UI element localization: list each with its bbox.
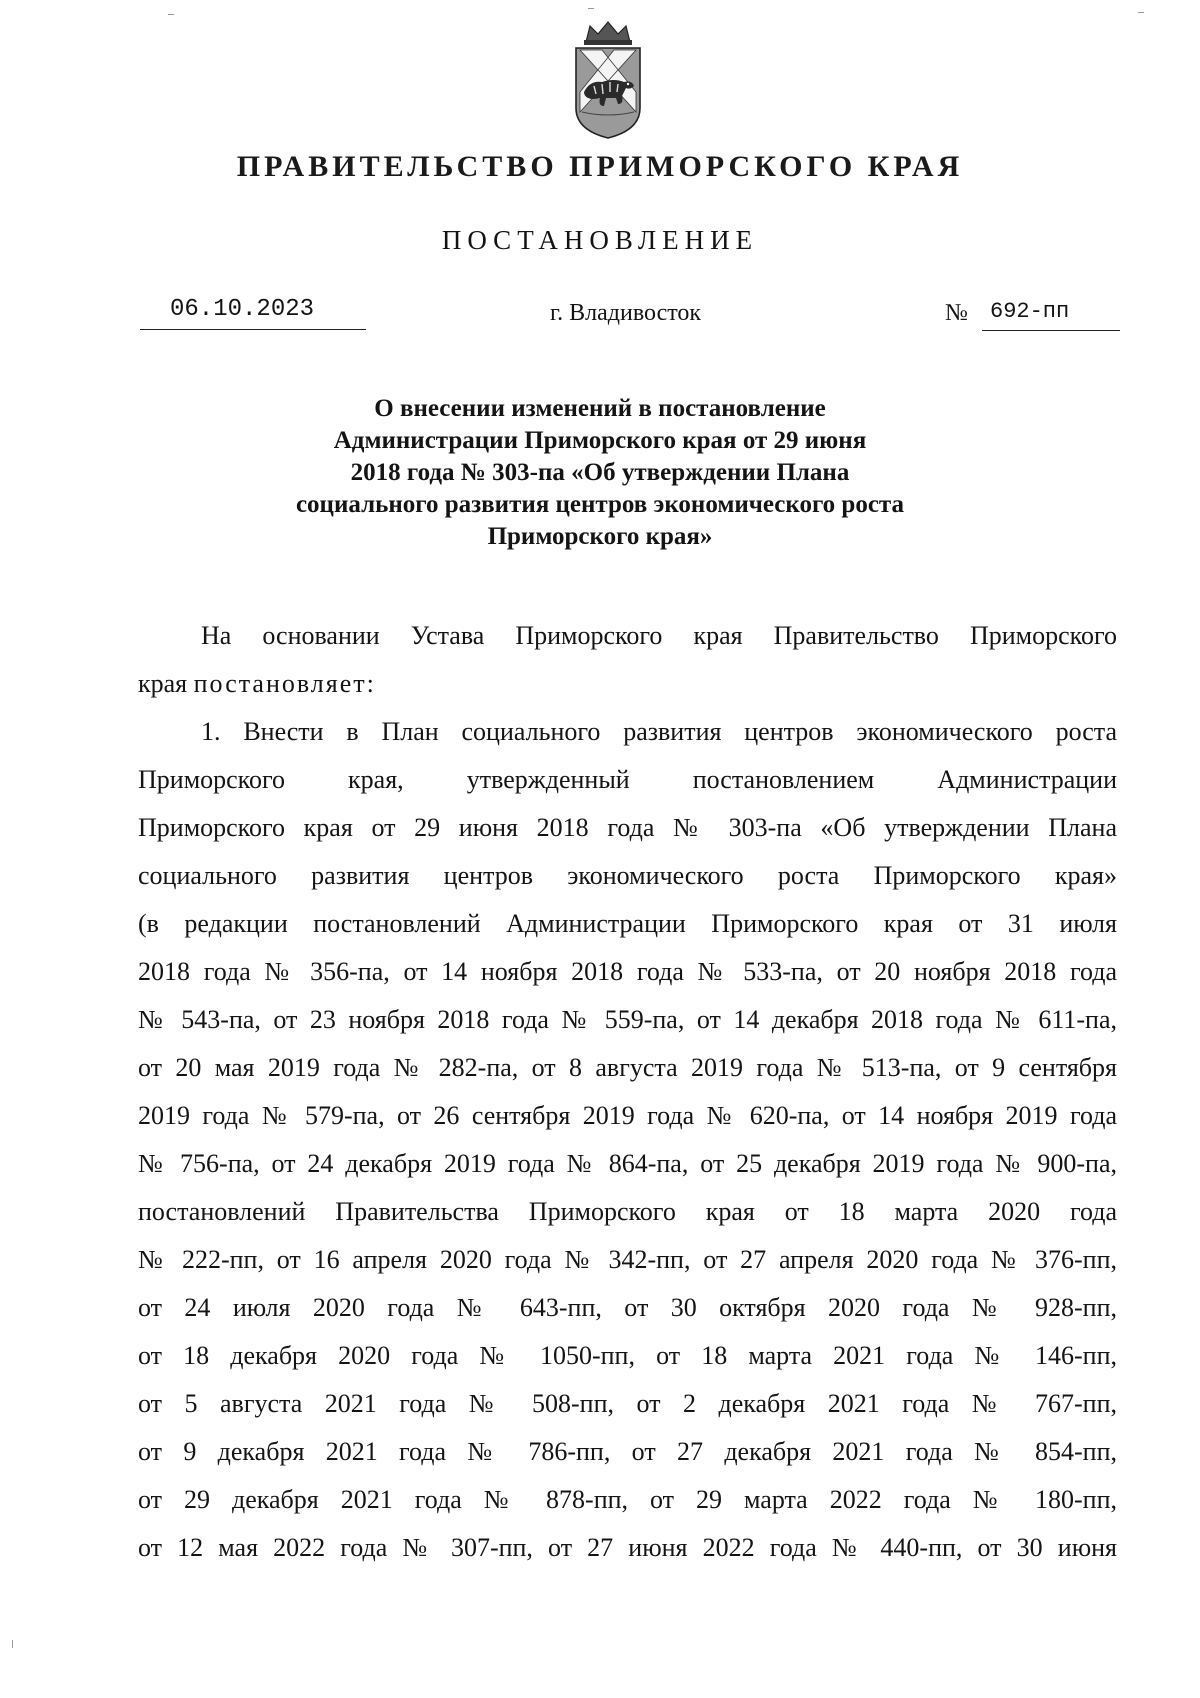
paragraph-line: от 29 декабря 2021 года № 878-пп, от 29 марта 2022 года № 180-пп, (138, 1485, 1117, 1514)
scan-mark (168, 14, 174, 15)
coat-of-arms-icon (572, 20, 644, 142)
number-sign: № (945, 300, 968, 326)
paragraph-line: Приморского края, утвержденный постановлением Администрации (138, 765, 1117, 794)
subject-line: О внесении изменений в постановление (374, 395, 826, 422)
organization-title: ПРАВИТЕЛЬСТВО ПРИМОРСКОГО КРАЯ (236, 150, 964, 183)
subject-line: Администрации Приморского края от 29 июня (333, 427, 867, 454)
document-meta-row (140, 298, 1120, 338)
paragraph-line: постановлений Правительства Приморского края от 18 марта 2020 года (138, 1197, 1117, 1226)
subject-line: 2018 года № 303-па «Об утверждении Плана (350, 459, 850, 486)
paragraph-line: социального развития центров экономического роста Приморского края» (138, 861, 1117, 890)
preamble-line: На основании Устава Приморского края Правительство Приморского (201, 621, 1117, 650)
paragraph-line: от 12 мая 2022 года № 307-пп, от 27 июня 2022 года № 440-пп, от 30 июня (138, 1533, 1117, 1562)
preamble-line (138, 660, 1117, 708)
scan-mark (588, 8, 594, 9)
paragraph-line: 2018 года № 356-па, от 14 ноября 2018 года № 533-па, от 20 ноября 2018 года (138, 957, 1117, 986)
scan-mark (1138, 12, 1144, 13)
document-number: 692-пп (982, 298, 1120, 331)
document-city: г. Владивосток (550, 300, 702, 326)
paragraph-line: (в редакции постановлений Администрации Приморского края от 31 июля (138, 909, 1117, 938)
operative-word: постановляет: (193, 669, 376, 698)
document-number-block (945, 298, 1120, 332)
scan-mark (12, 1640, 13, 1648)
paragraph-line: № 543-па, от 23 ноября 2018 года № 559-па, от 14 декабря 2018 года № 611-па, (138, 1005, 1117, 1034)
paragraph-line: 2019 года № 579-па, от 26 сентября 2019 года № 620-па, от 14 ноября 2019 года (138, 1101, 1117, 1130)
paragraph-line: № 222-пп, от 16 апреля 2020 года № 342-пп, от 27 апреля 2020 года № 376-пп, (138, 1245, 1117, 1274)
paragraph-line: от 5 августа 2021 года № 508-пп, от 2 декабря 2021 года № 767-пп, (138, 1389, 1117, 1418)
document-date: 06.10.2023 (140, 298, 366, 330)
subject-line: Приморского края» (487, 523, 713, 550)
paragraph-line: 1. Внести в План социального развития центров экономического роста (201, 717, 1117, 746)
paragraph-line: от 9 декабря 2021 года № 786-пп, от 27 декабря 2021 года № 854-пп, (138, 1437, 1117, 1466)
subject-line: социального развития центров экономического роста (295, 491, 905, 518)
document-subject (200, 393, 1000, 553)
document-body (138, 612, 1117, 1572)
document-type: ПОСТАНОВЛЕНИЕ (441, 225, 759, 255)
paragraph-line: от 20 мая 2019 года № 282-па, от 8 августа 2019 года № 513-па, от 9 сентября (138, 1053, 1117, 1082)
preamble-text: края (138, 669, 194, 698)
paragraph-line: от 18 декабря 2020 года № 1050-пп, от 18 марта 2021 года № 146-пп, (138, 1341, 1117, 1370)
paragraph-line: от 24 июля 2020 года № 643-пп, от 30 октября 2020 года № 928-пп, (138, 1293, 1117, 1322)
paragraph-line: № 756-па, от 24 декабря 2019 года № 864-па, от 25 декабря 2019 года № 900-па, (138, 1149, 1117, 1178)
paragraph-line: Приморского края от 29 июня 2018 года № 303-па «Об утверждении Плана (138, 813, 1117, 842)
